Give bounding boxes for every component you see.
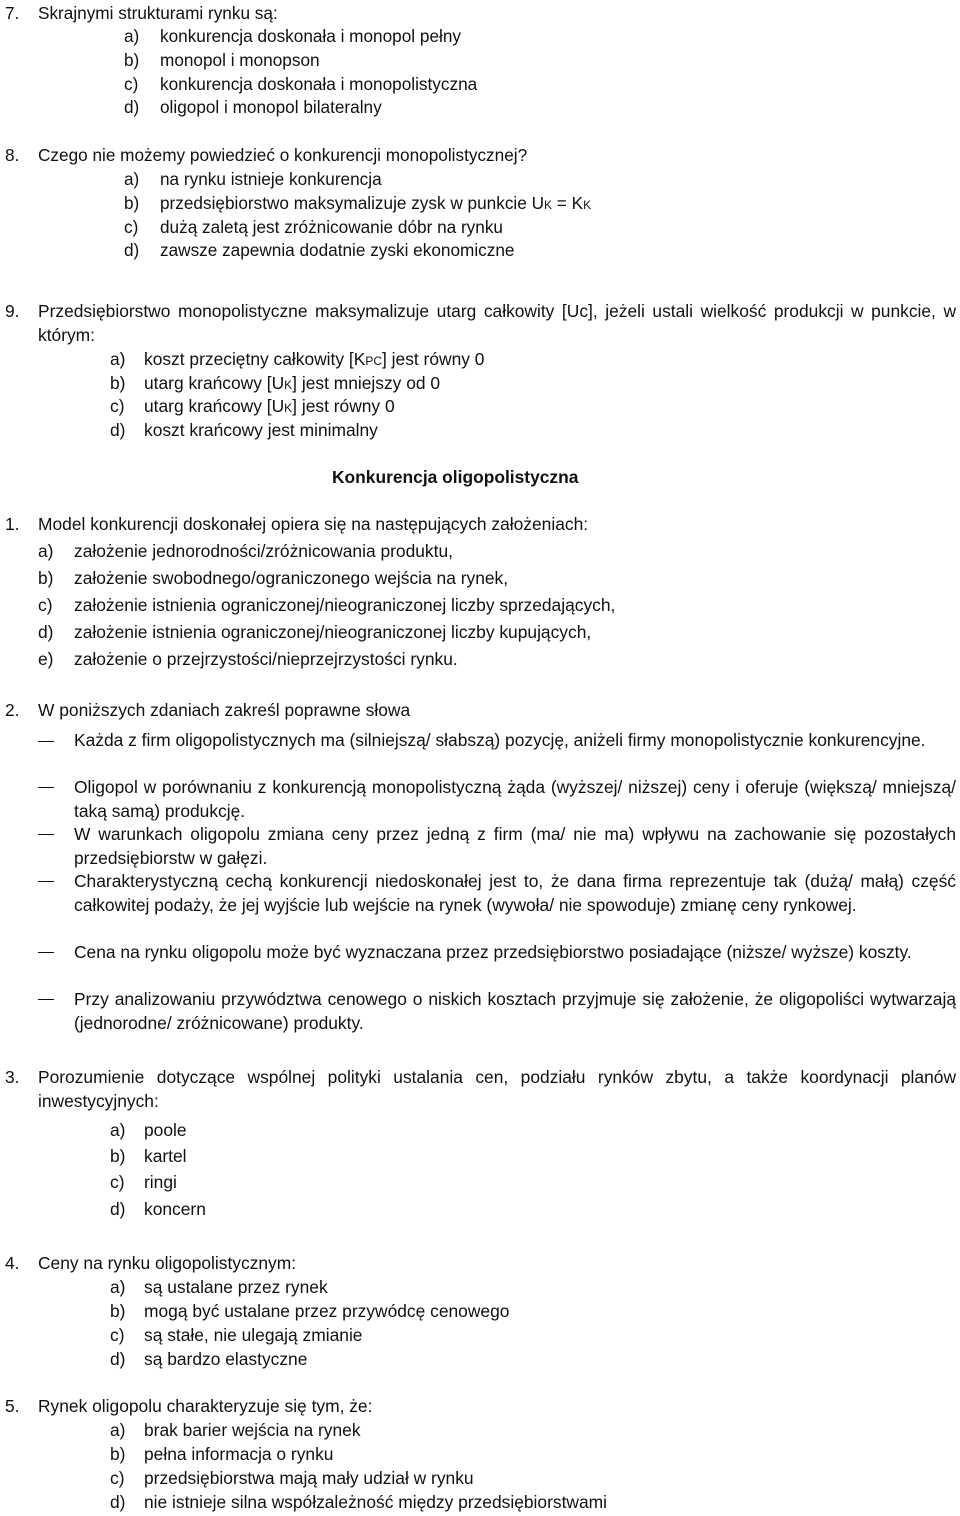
question-number: 8. <box>5 145 20 165</box>
question-text: Porozumienie dotyczące wspólnej polityki ustalania cen, podziału rynków zbytu, a także koordynacji planów inwestycyjnych: <box>38 1067 956 1111</box>
oligopoly-question-4: 4. Ceny na rynku oligopolistycznym: a) są ustalane przez rynek b) mogą być ustalane przez przywódcę cenowego c) są stałe, nie ulegają zmianie d) są bardzo elastyczne <box>5 1253 510 1369</box>
bullet-dash <box>38 952 54 953</box>
bullet-dash <box>38 999 54 1000</box>
oligopoly-question-3: 3. Porozumienie dotyczące wspólnej polityki ustalania cen, podziału rynków zbytu, a także koordynacji planów inwestycyjnych: a) poole b) kartel c) ringi d) koncern <box>5 1067 956 1219</box>
oligopoly-question-5: 5. Rynek oligopolu charakteryzuje się tym, że: a) brak barier wejścia na rynek b) pełna informacja o rynku c) przedsiębiorstwa mają mały udział w rynku d) nie istnieje silna współzależność między przedsiębiorstwami <box>5 1396 607 1512</box>
question-text: Czego nie możemy powiedzieć o konkurencji monopolistycznej? <box>38 145 528 165</box>
statement-5: Cena na rynku oligopolu może być wyznaczana przez przedsiębiorstwo posiadające (niższe/ wyższe) koszty. <box>74 942 912 962</box>
question-number: 9. <box>5 301 20 321</box>
question-number: 7. <box>5 3 20 23</box>
question-text: W poniższych zdaniach zakreśl poprawne słowa <box>38 700 411 720</box>
question-8: 8. Czego nie możemy powiedzieć o konkurencji monopolistycznej? a) na rynku istnieje konkurencja b) przedsiębiorstwo maksymalizuje zysk w punkcie UK = KK c) dużą zaletą jest zróżnicowanie dóbr na rynku d) zawsze zapewnia dodatnie zyski ekonomiczne <box>5 145 592 260</box>
question-text: Przedsiębiorstwo monopolistyczne maksymalizuje utarg całkowity [Uc], jeżeli ustali wielkość produkcji w punkcie, w którym: <box>38 301 956 345</box>
bullet-dash <box>38 834 54 835</box>
question-number: 5. <box>5 1396 20 1416</box>
question-number: 4. <box>5 1253 20 1273</box>
question-text: Skrajnymi strukturami rynku są: <box>38 3 278 23</box>
question-9: 9. Przedsiębiorstwo monopolistyczne maksymalizuje utarg całkowity [Uc], jeżeli ustali wielkość produkcji w punkcie, w którym: a) koszt przeciętny całkowity [KPC] jest równy 0 b) utarg krańcowy [UK] jest mniejszy od 0 c) utarg krańcowy [UK] jest równy 0 d) koszt krańcowy jest minimalny <box>5 301 956 440</box>
statement-1: Każda z firm oligopolistycznych ma (silniejszą/ słabszą) pozycję, aniżeli firmy monopolistycznie konkurencyjne. <box>74 730 926 750</box>
question-number: 2. <box>5 700 20 720</box>
statement-3: W warunkach oligopolu zmiana ceny przez jedną z firm (ma/ nie ma) wpływu na zachowanie się pozostałych przedsiębiorstw w gałęzi. <box>74 824 956 868</box>
bullet-dash <box>38 741 54 742</box>
statement-4: Charakterystyczną cechą konkurencji niedoskonałej jest to, że dana firma reprezentuje tak (dużą/ małą) część całkowitej podaży, że jej wyjście lub wejście na rynek (wywoła/ nie spowoduje) zmianę ceny rynkowej. <box>74 871 956 915</box>
bullet-dash <box>38 881 54 882</box>
statement-2: Oligopol w porównaniu z konkurencją monopolistyczną żąda (wyższej/ niższej) ceny i oferuje (większą/ mniejszą/ taką samą) produkcję. <box>74 777 956 821</box>
question-text: Rynek oligopolu charakteryzuje się tym, że: <box>38 1396 373 1416</box>
bullet-dash <box>38 787 54 788</box>
question-text: Ceny na rynku oligopolistycznym: <box>38 1253 297 1273</box>
question-text: Model konkurencji doskonałej opiera się na następujących założeniach: <box>38 514 589 534</box>
question-number: 3. <box>5 1067 20 1087</box>
oligopoly-question-2 <box>0 698 960 1038</box>
question-number: 1. <box>5 514 20 534</box>
question-7: 7. Skrajnymi strukturami rynku są: a) konkurencja doskonała i monopol pełny b) monopol i monopson c) konkurencja doskonała i monopolistyczna d) oligopol i monopol bilateralny <box>5 3 478 117</box>
section-heading: Konkurencja oligopolistyczna <box>332 467 579 487</box>
statement-6: Przy analizowaniu przywództwa cenowego o niskich kosztach przyjmuje się założenie, że oligopoliści wytwarzają (jednorodne/ zróżnicowane) produkty. <box>74 989 956 1033</box>
oligopoly-question-1: 1. Model konkurencji doskonałej opiera się na następujących założeniach: a) założenie jednorodności/zróżnicowania produktu, b) założenie swobodnego/ograniczonego wejścia na rynek, c) założenie istnienia ograniczonej/nieograniczonej liczby sprzedających, d) założenie istnienia ograniczonej/nieograniczonej liczby kupujących, e) założenie o przejrzystości/nieprzejrzystości rynku. <box>5 514 616 669</box>
